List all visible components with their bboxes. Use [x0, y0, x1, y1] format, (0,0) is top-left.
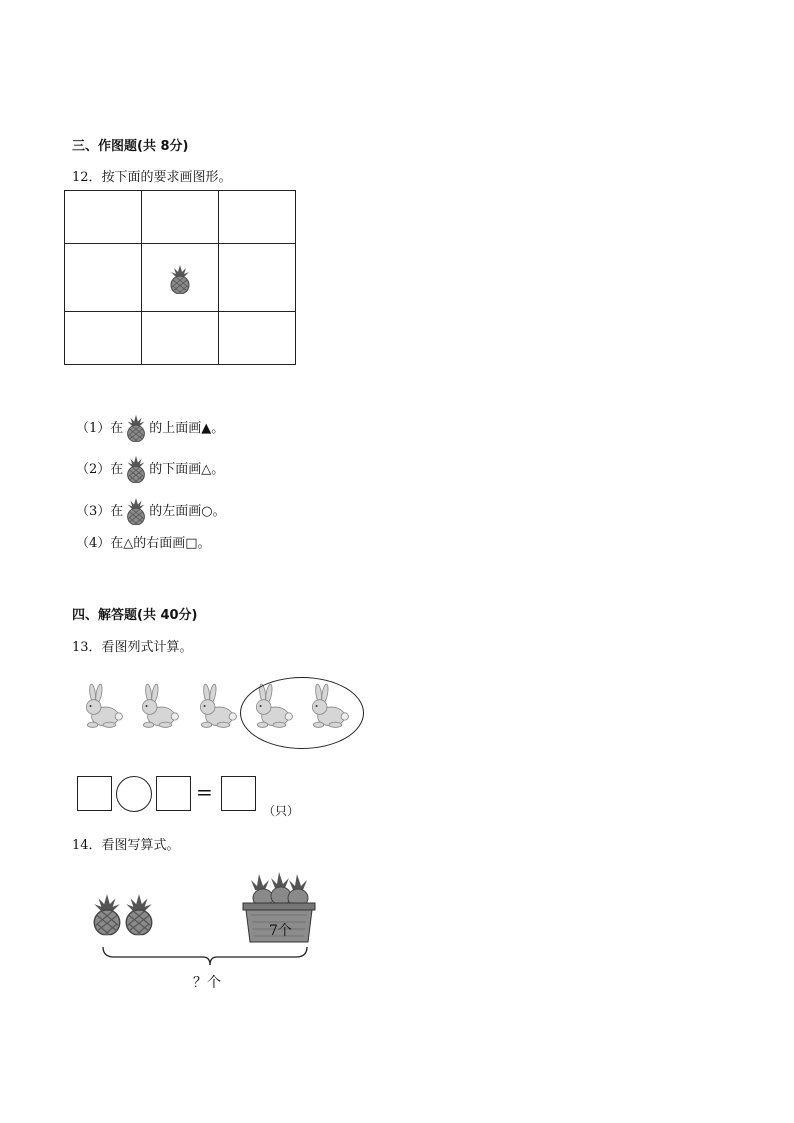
rabbit-icon	[78, 683, 124, 729]
answer-box-1[interactable]	[77, 776, 112, 811]
pineapple-icon	[168, 264, 192, 294]
question-12-prompt: 12．按下面的要求画图形。	[72, 170, 232, 185]
grid-cell-middle-right[interactable]	[219, 244, 296, 312]
q12-item-2: （2）在 的下面画△。	[76, 455, 224, 483]
basket-icon	[241, 870, 317, 944]
operator-circle[interactable]	[116, 776, 152, 812]
section-3-title: 三、作图题(共 8分)	[72, 139, 189, 154]
grid-cell-top-left[interactable]	[65, 191, 142, 244]
grid-cell-top-right[interactable]	[219, 191, 296, 244]
q12-item-3: （3）在 的左面画○。	[76, 497, 226, 525]
grid-cell-center	[142, 244, 219, 312]
pineapple-icon	[124, 455, 148, 483]
pineapple-icon	[124, 497, 148, 525]
section-4-title: 四、解答题(共 40分)	[72, 608, 198, 623]
pineapple-icon	[122, 887, 156, 941]
grid-cell-top-center[interactable]	[142, 191, 219, 244]
answer-box-result[interactable]	[221, 776, 256, 811]
pineapple-icon	[124, 414, 148, 442]
rabbit-icon	[134, 683, 180, 729]
question-14-prompt: 14．看图写算式。	[72, 838, 180, 853]
q12-item-4: （4）在△的右面画□。	[76, 536, 211, 551]
grid-cell-bottom-left[interactable]	[65, 312, 142, 365]
question-13-prompt: 13．看图列式计算。	[72, 640, 193, 655]
position-grid	[64, 190, 296, 365]
rabbit-icon	[192, 683, 238, 729]
grid-cell-middle-left[interactable]	[65, 244, 142, 312]
equals-sign: =	[196, 780, 213, 804]
grid-cell-bottom-right[interactable]	[219, 312, 296, 365]
answer-box-2[interactable]	[156, 776, 191, 811]
q12-item-1: （1）在 的上面画▲。	[76, 414, 224, 442]
total-label: ？个	[193, 975, 221, 991]
basket-label: 7个	[269, 923, 292, 939]
unit-label: （只）	[263, 804, 300, 818]
grouping-ellipse	[240, 677, 364, 749]
total-brace	[100, 945, 320, 967]
grid-cell-bottom-center[interactable]	[142, 312, 219, 365]
pineapple-icon	[90, 887, 124, 941]
